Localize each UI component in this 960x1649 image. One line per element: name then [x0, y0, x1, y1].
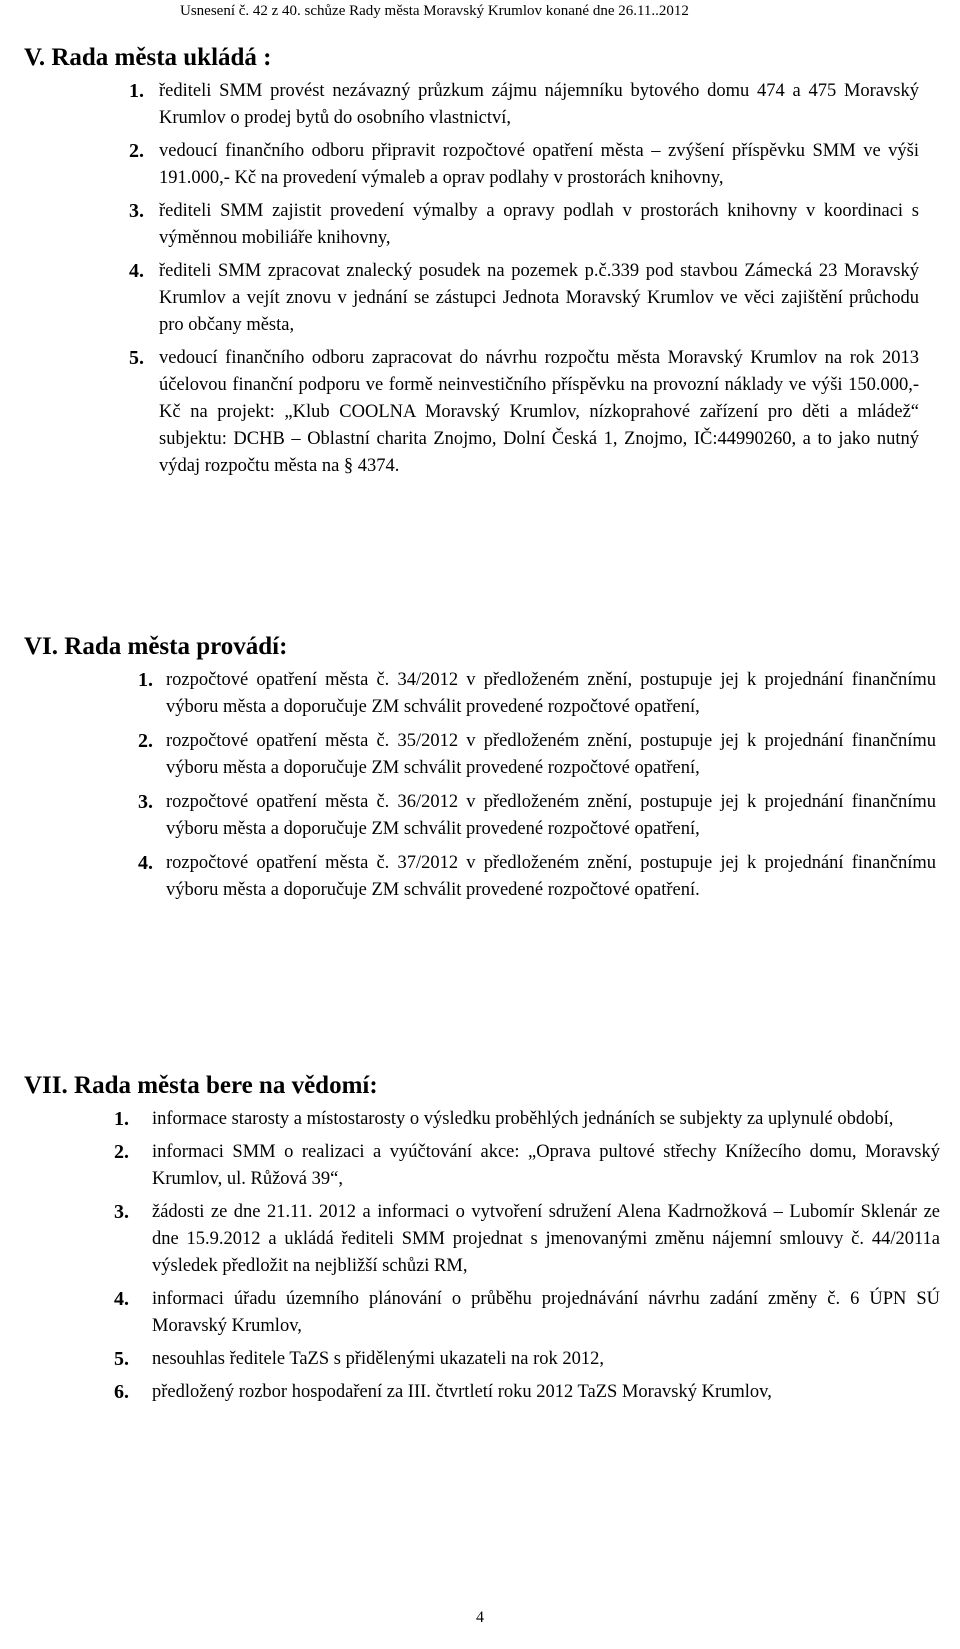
- item-text: rozpočtové opatření města č. 34/2012 v předloženém znění, postupuje jej k projednání finančnímu výboru města a doporučuje ZM schválit provedené rozpočtové opatření,: [166, 670, 936, 717]
- list-item: [129, 198, 919, 252]
- list-item: [138, 850, 936, 904]
- item-number: 5.: [129, 347, 144, 369]
- item-number: 4.: [114, 1288, 129, 1310]
- item-number: 3.: [129, 200, 144, 222]
- item-number: 3.: [114, 1201, 129, 1223]
- list-item: [114, 1199, 940, 1280]
- item-number: 3.: [138, 791, 153, 813]
- list-item: [138, 667, 936, 721]
- list-item: [129, 78, 919, 132]
- list-item: [129, 258, 919, 339]
- item-text: rozpočtové opatření města č. 36/2012 v předloženém znění, postupuje jej k projednání finančnímu výboru města a doporučuje ZM schválit provedené rozpočtové opatření,: [166, 792, 936, 839]
- list-item: [138, 728, 936, 782]
- section-bere-na-vědomí: [24, 1072, 960, 1412]
- item-number: 2.: [138, 730, 153, 752]
- item-text: řediteli SMM provést nezávazný průzkum zájmu nájemníku bytového domu 474 a 475 Moravský Krumlov o prodej bytů do osobního vlastnictví,: [159, 81, 919, 128]
- list-item: [129, 345, 919, 480]
- item-text: informaci SMM o realizaci a vyúčtování akce: „Oprava pultové střechy Knížecího domu, Moravský Krumlov, ul. Růžová 39“,: [152, 1142, 940, 1189]
- item-number: 1.: [138, 669, 153, 691]
- list-item: [114, 1286, 940, 1340]
- item-number: 1.: [129, 80, 144, 102]
- item-text: žádosti ze dne 21.11. 2012 a informaci o vytvoření sdružení Alena Kadrnožková – Lubomír Sklenár ze dne 15.9.2012 a ukládá řediteli SMM projednat s jmenovanými změnu nájemní smlouvy č. 44/2011a výsledek předložit na nejbližší schůzi RM,: [152, 1202, 940, 1276]
- list-item: [114, 1346, 940, 1373]
- item-number: 2.: [114, 1141, 129, 1163]
- item-list: [24, 78, 960, 480]
- item-number: 1.: [114, 1108, 129, 1130]
- item-list: [24, 667, 960, 904]
- item-text: rozpočtové opatření města č. 35/2012 v předloženém znění, postupuje jej k projednání finančnímu výboru města a doporučuje ZM schválit provedené rozpočtové opatření,: [166, 731, 936, 778]
- item-number: 4.: [129, 260, 144, 282]
- item-text: řediteli SMM zpracovat znalecký posudek na pozemek p.č.339 pod stavbou Zámecká 23 Moravský Krumlov a vejít znovu v jednání se zástupci Jednota Moravský Krumlov ve věci zajištění průchodu pro občany města,: [159, 261, 919, 335]
- list-item: [138, 789, 936, 843]
- document-header: Usnesení č. 42 z 40. schůze Rady města Moravský Krumlov konané dne 26.11..2012: [180, 3, 689, 19]
- section-ukládá: [24, 44, 960, 486]
- item-text: nesouhlas ředitele TaZS s přidělenými ukazateli na rok 2012,: [152, 1349, 605, 1369]
- item-number: 4.: [138, 852, 153, 874]
- section-title: VII. Rada města bere na vědomí:: [24, 1072, 378, 1099]
- item-number: 6.: [114, 1381, 129, 1403]
- list-item: [129, 138, 919, 192]
- item-text: řediteli SMM zajistit provedení výmalby a opravy podlah v prostorách knihovny v koordinaci s výměnnou mobiliáře knihovny,: [159, 201, 919, 248]
- section-title: V. Rada města ukládá :: [24, 44, 272, 71]
- list-item: [114, 1139, 940, 1193]
- item-number: 2.: [129, 140, 144, 162]
- item-text: vedoucí finančního odboru zapracovat do návrhu rozpočtu města Moravský Krumlov na rok 2013 účelovou finanční podporu ve formě neinvestičního příspěvku na provozní náklady ve výši 150.000,- Kč na projekt: „Klub COOLNA Moravský Krumlov, nízkoprahové zařízení pro děti a mládež“ subjektu: DCHB – Oblastní charita Znojmo, Dolní Česká 1, Znojmo, IČ:44990260, a to jako nutný výdaj rozpočtu města na § 4374.: [159, 348, 919, 476]
- item-text: předložený rozbor hospodaření za III. čtvrtletí roku 2012 TaZS Moravský Krumlov,: [152, 1382, 772, 1402]
- list-item: [114, 1379, 940, 1406]
- list-item: [114, 1106, 940, 1133]
- item-list: [24, 1106, 960, 1406]
- item-number: 5.: [114, 1348, 129, 1370]
- section-title: VI. Rada města provádí:: [24, 633, 288, 660]
- item-text: vedoucí finančního odboru připravit rozpočtové opatření města – zvýšení příspěvku SMM ve výši 191.000,- Kč na provedení výmaleb a oprav podlahy v prostorách knihovny,: [159, 141, 919, 188]
- item-text: informaci úřadu územního plánování o průběhu projednávání návrhu zadání změny č. 6 ÚPN SÚ Moravský Krumlov,: [152, 1289, 940, 1336]
- section-provádí: [24, 633, 960, 911]
- item-text: rozpočtové opatření města č. 37/2012 v předloženém znění, postupuje jej k projednání finančnímu výboru města a doporučuje ZM schválit provedené rozpočtové opatření.: [166, 853, 936, 900]
- item-text: informace starosty a místostarosty o výsledku proběhlých jednáních se subjekty za uplynulé období,: [152, 1109, 894, 1129]
- page-number: 4: [476, 1609, 484, 1626]
